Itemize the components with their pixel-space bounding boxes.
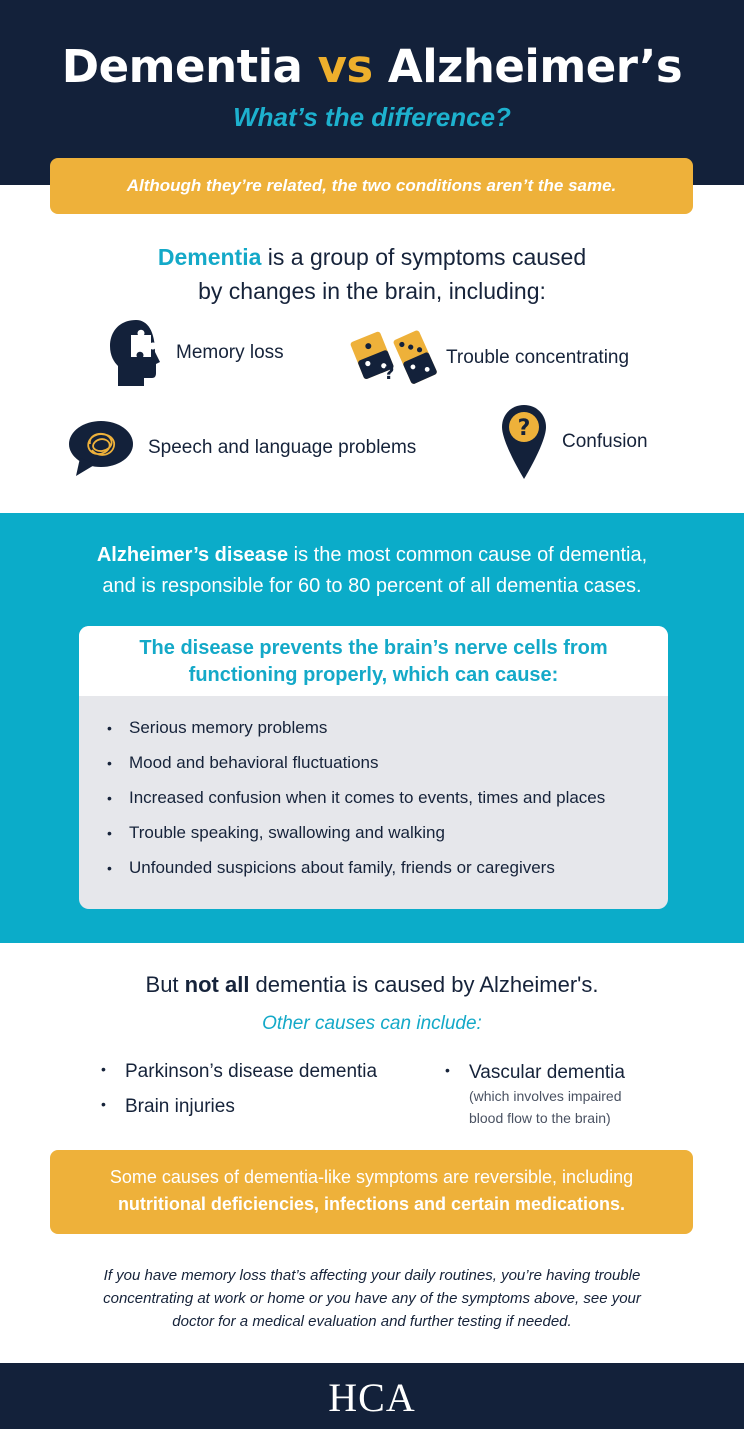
list-item: • Unfounded suspicions about family, friends or caregivers — [107, 856, 668, 891]
title-vs: vs — [317, 40, 373, 93]
other-causes-subheading: Other causes can include: — [262, 1013, 482, 1034]
head-puzzle-icon — [108, 318, 160, 388]
alzheimers-line1: is the most common cause of dementia, — [288, 544, 648, 566]
vascular-note-line1: (which involves impaired — [469, 1088, 622, 1104]
heading-bold: not all — [184, 972, 250, 997]
alzheimers-line2: and is responsible for 60 to 80 percent of all dementia cases. — [102, 575, 642, 597]
alzheimers-intro — [0, 540, 744, 602]
symptom-label: Trouble concentrating — [446, 347, 630, 368]
card-title-line2: functioning properly, which can cause: — [188, 664, 559, 686]
symptom-label: Memory loss — [176, 342, 284, 363]
page-title — [0, 40, 744, 93]
symptom-memory-loss — [108, 318, 284, 388]
list-item: • Serious memory problems — [107, 716, 668, 751]
symptom-label: Confusion — [562, 431, 648, 452]
effects-list — [79, 696, 668, 891]
not-all-heading — [0, 972, 744, 998]
vascular-note — [469, 1085, 622, 1129]
heading-pre: But — [145, 972, 185, 997]
symptom-trouble-concentrating — [348, 325, 629, 391]
cause-item: • Vascular dementia — [445, 1062, 625, 1084]
cause-item: • Brain injuries — [101, 1096, 235, 1118]
svg-text:?: ? — [384, 363, 395, 384]
title-alzheimers: Alzheimer’s — [387, 40, 683, 93]
footnote-line2: concentrating at work or home or you have any of the symptoms above, see your — [103, 1290, 641, 1307]
list-item: • Increased confusion when it comes to events, times and places — [107, 786, 668, 821]
list-item: • Trouble speaking, swallowing and walking — [107, 821, 668, 856]
dementia-def-line1: is a group of symptoms caused — [261, 244, 587, 270]
dementia-definition — [0, 240, 744, 308]
cause-item: • Parkinson’s disease dementia — [101, 1061, 377, 1083]
card-title — [79, 626, 668, 696]
question-pin-icon — [500, 403, 548, 481]
intro-banner: Although they’re related, the two conditions aren’t the same. — [50, 158, 693, 214]
vascular-note-line2: blood flow to the brain) — [469, 1110, 611, 1126]
page-subtitle: What’s the difference? — [233, 102, 511, 132]
footnote-line3: doctor for a medical evaluation and further testing if needed. — [172, 1313, 572, 1330]
alzheimers-effects-card — [79, 626, 668, 909]
symptom-label: Speech and language problems — [148, 437, 417, 458]
alzheimers-term: Alzheimer’s disease — [96, 544, 289, 566]
reversible-banner — [50, 1150, 693, 1234]
svg-text:?: ? — [517, 416, 531, 441]
dice-question-icon — [348, 325, 438, 391]
symptom-speech-language — [68, 418, 416, 478]
heading-post: dementia is caused by Alzheimer's. — [249, 972, 599, 997]
reversible-line2: nutritional deficiencies, infections and certain medications. — [117, 1194, 626, 1214]
footnote-line1: If you have memory loss that’s affecting your daily routines, you’re having trouble — [103, 1267, 641, 1284]
hca-logo: HCA — [328, 1375, 416, 1420]
card-title-line1: The disease prevents the brain’s nerve cells from — [139, 637, 608, 659]
symptom-confusion — [500, 403, 648, 481]
reversible-line1: Some causes of dementia-like symptoms are reversible, including — [109, 1167, 634, 1187]
dementia-term: Dementia — [157, 244, 262, 270]
title-dementia: Dementia — [61, 40, 303, 93]
speech-bubble-scribble-icon — [68, 418, 134, 478]
footnote — [40, 1264, 704, 1333]
dementia-def-line2: by changes in the brain, including: — [198, 278, 546, 304]
list-item: • Mood and behavioral fluctuations — [107, 751, 668, 786]
